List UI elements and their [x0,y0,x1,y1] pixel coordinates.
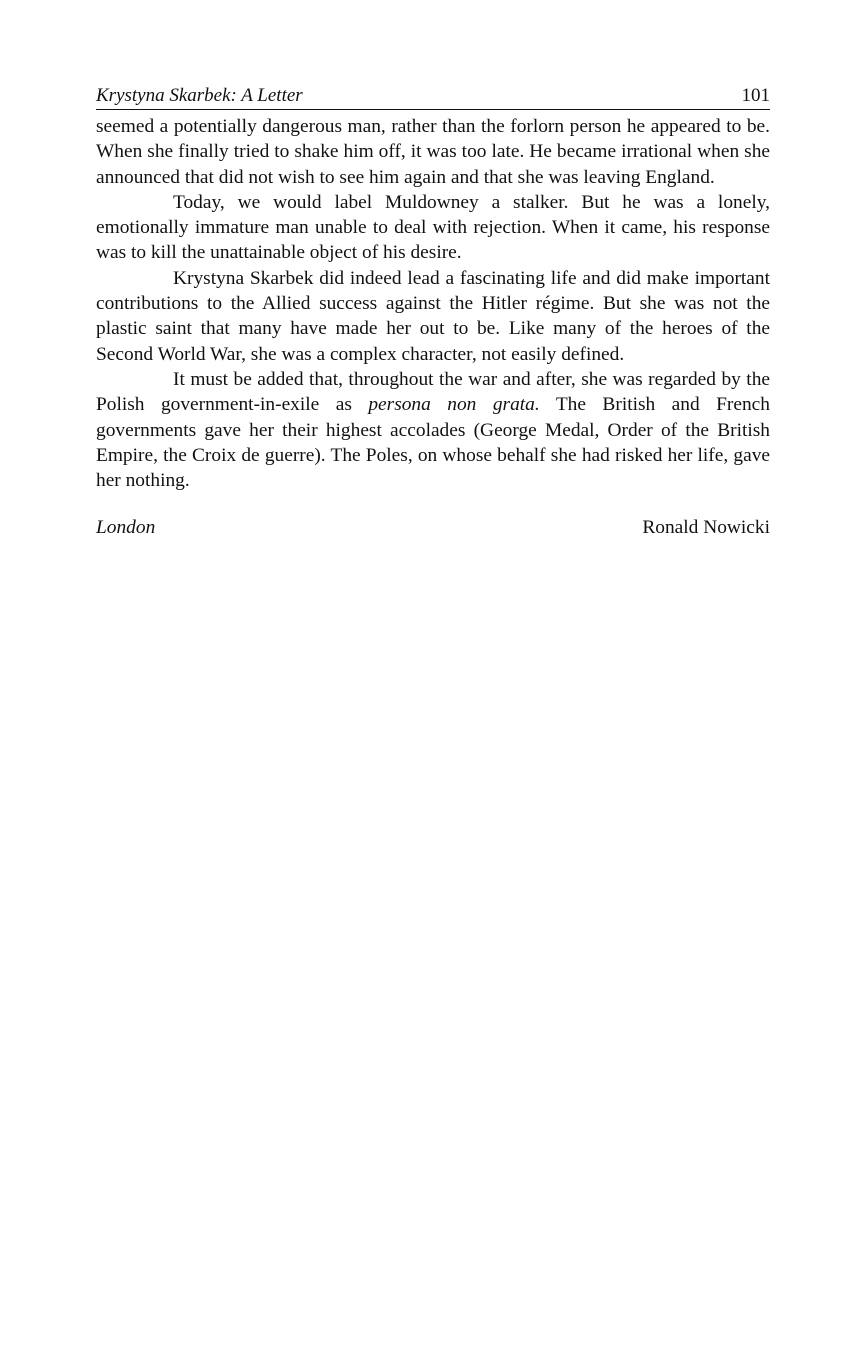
running-title: Krystyna Skarbek: A Letter [96,85,303,106]
paragraph-persona-non-grata [96,367,770,493]
paragraph-text-before: It must be added that, throughout the war and after, she was regarded by the Polish government-in-exile as [96,368,770,416]
paragraph-stalker: Today, we would label Muldowney a stalker. But he was a lonely, emotionally immature man unable to deal with rejection. When it came, his response was to kill the unattainable object of his desire. [96,191,770,264]
paragraph-continued: seemed a potentially dangerous man, rather than the forlorn person he appeared to be. When she finally tried to shake him off, it was too late. He became irrational when she announced that did not wish to see him again and that she was leaving England. [96,116,770,188]
signoff-place: London [96,517,156,539]
signoff-author: Ronald Nowicki [642,517,770,539]
signoff [96,515,770,540]
body-text [96,114,770,493]
paragraph-contributions: Krystyna Skarbek did indeed lead a fascinating life and did make important contributions to the Allied success against the Hitler régime. But she was not the plastic saint that many have made her out to be. Like many of the heroes of the Second World War, she was a complex character, not easily defined. [96,267,770,365]
running-header [96,84,770,110]
book-page [96,84,770,540]
italic-phrase: persona non grata. [368,394,540,416]
paragraph-text-after: The British and French governments gave her their highest accolades (George Medal, Order of the British Empire, the Croix de guerre). The Poles, on whose behalf she had risked her life, gave her nothing. [96,394,770,492]
page-number: 101 [741,85,770,106]
